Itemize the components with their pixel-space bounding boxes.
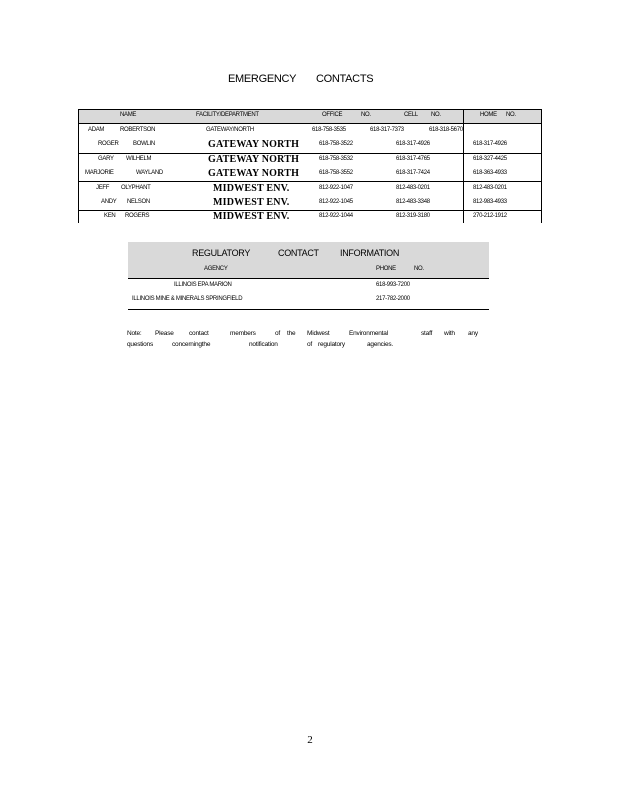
table-row: [78, 210, 542, 224]
facility: GATEWAY NORTH: [208, 139, 300, 150]
home-column-divider: [463, 109, 464, 223]
cell-phone: 812-483-3348: [396, 199, 430, 205]
note-word: Note:: [127, 330, 142, 337]
table-row: [128, 279, 489, 293]
table-row: [78, 167, 542, 181]
office-phone: 618-758-3552: [319, 170, 353, 176]
note-word: agencies.: [367, 341, 394, 348]
home-phone: 812-483-0201: [473, 185, 507, 191]
last-name: ROGERS: [125, 213, 150, 219]
header-home-no: NO.: [506, 112, 516, 118]
facility: MIDWEST ENV.: [213, 183, 290, 194]
note-word: contact: [189, 330, 209, 337]
table-row: [78, 138, 542, 152]
extra-phone: 618-318-5670: [429, 127, 463, 133]
home-phone: 618-363-4933: [473, 170, 507, 176]
header-facility: FACILITY/DEPARTMENT: [196, 112, 259, 118]
title-word-contacts: CONTACTS: [316, 73, 374, 85]
agency-header: AGENCY: [204, 266, 228, 272]
table-row: [78, 153, 542, 167]
table-right-border: [541, 109, 542, 223]
last-name: OLYPHANT: [121, 185, 151, 191]
cell-phone: 618-317-7373: [370, 127, 404, 133]
cell-phone: 618-317-4765: [396, 156, 430, 162]
table-header: [78, 109, 542, 123]
office-phone: 618-758-3522: [319, 141, 353, 147]
last-name: WAYLAND: [136, 170, 163, 176]
facility: GATEWAY NORTH: [208, 168, 300, 179]
regulatory-contacts-table: [128, 242, 489, 310]
phone-no-header: NO.: [414, 266, 424, 272]
agency-phone: 217-782-2000: [376, 296, 410, 302]
home-phone: 618-327-4425: [473, 156, 507, 162]
cell-phone: 618-317-4926: [396, 141, 430, 147]
cell-phone: 812-483-0201: [396, 185, 430, 191]
header-home: HOME: [480, 112, 497, 118]
regulatory-title-word-2: CONTACT: [278, 248, 319, 258]
note-word: of: [307, 341, 313, 348]
phone-header: PHONE: [376, 266, 396, 272]
agency: ILLINOIS EPA MARION: [174, 282, 232, 288]
first-name: MARJORIE: [85, 170, 114, 176]
home-phone: 270-212-1912: [473, 213, 507, 219]
home-phone: 812-983-4933: [473, 199, 507, 205]
page-title: [200, 73, 380, 89]
office-phone: 812-922-1045: [319, 199, 353, 205]
cell-phone: 618-317-7424: [396, 170, 430, 176]
first-name: GARY: [98, 156, 114, 162]
cell-phone: 812-319-3180: [396, 213, 430, 219]
first-name: ROGER: [98, 141, 119, 147]
facility: MIDWEST ENV.: [213, 197, 290, 208]
last-name: BOWLIN: [133, 141, 155, 147]
note-word: of: [275, 330, 281, 337]
home-phone: 618-317-4926: [473, 141, 507, 147]
table-row: [128, 293, 489, 307]
last-name: WILHELM: [126, 156, 152, 162]
emergency-contacts-table: [78, 109, 542, 223]
table-left-border: [78, 109, 79, 223]
page-number: 2: [307, 734, 313, 746]
note-word: with: [444, 330, 455, 337]
title-word-emergency: EMERGENCY: [228, 73, 297, 85]
header-office-no: NO.: [361, 112, 371, 118]
note-word: Midwest: [307, 330, 330, 337]
note-word: questions: [127, 341, 154, 348]
note-word: notification: [249, 341, 278, 348]
note-word: the: [287, 330, 296, 337]
office-phone: 618-758-3535: [312, 127, 346, 133]
last-name: ROBERTSON: [120, 127, 156, 133]
first-name: KEN: [104, 213, 116, 219]
header-cell: CELL: [404, 112, 418, 118]
note-word: any: [468, 330, 478, 337]
header-office: OFFICE: [322, 112, 343, 118]
table-row: [78, 182, 542, 196]
first-name: ADAM: [88, 127, 105, 133]
regulatory-header: [128, 242, 489, 278]
facility: GATEWAY/NORTH: [206, 127, 254, 133]
table-top-rule: [78, 109, 542, 110]
agency: ILLINOIS MINE & MINERALS SPRINGFIELD: [132, 296, 243, 302]
office-phone: 812-922-1047: [319, 185, 353, 191]
regulatory-title-word-3: INFORMATION: [340, 248, 400, 258]
office-phone: 618-758-3532: [319, 156, 353, 162]
regulatory-bottom-rule: [128, 309, 489, 310]
first-name: ANDY: [101, 199, 117, 205]
note-word: members: [230, 330, 256, 337]
agency-phone: 618-993-7200: [376, 282, 410, 288]
facility: GATEWAY NORTH: [208, 154, 300, 165]
note-word: Environmental: [349, 330, 388, 337]
last-name: NELSON: [127, 199, 150, 205]
header-cell-no: NO.: [431, 112, 441, 118]
note-word: regulatory: [318, 341, 345, 348]
regulatory-title-word-1: REGULATORY: [192, 248, 251, 258]
note-word: staff: [421, 330, 433, 337]
office-phone: 812-922-1044: [319, 213, 353, 219]
note-word: Please: [155, 330, 174, 337]
header-name: NAME: [120, 112, 137, 118]
first-name: JEFF: [96, 185, 110, 191]
table-row: [78, 124, 542, 138]
table-row: [78, 196, 542, 210]
facility: MIDWEST ENV.: [213, 211, 290, 222]
note-word: concerningthe: [172, 341, 211, 348]
